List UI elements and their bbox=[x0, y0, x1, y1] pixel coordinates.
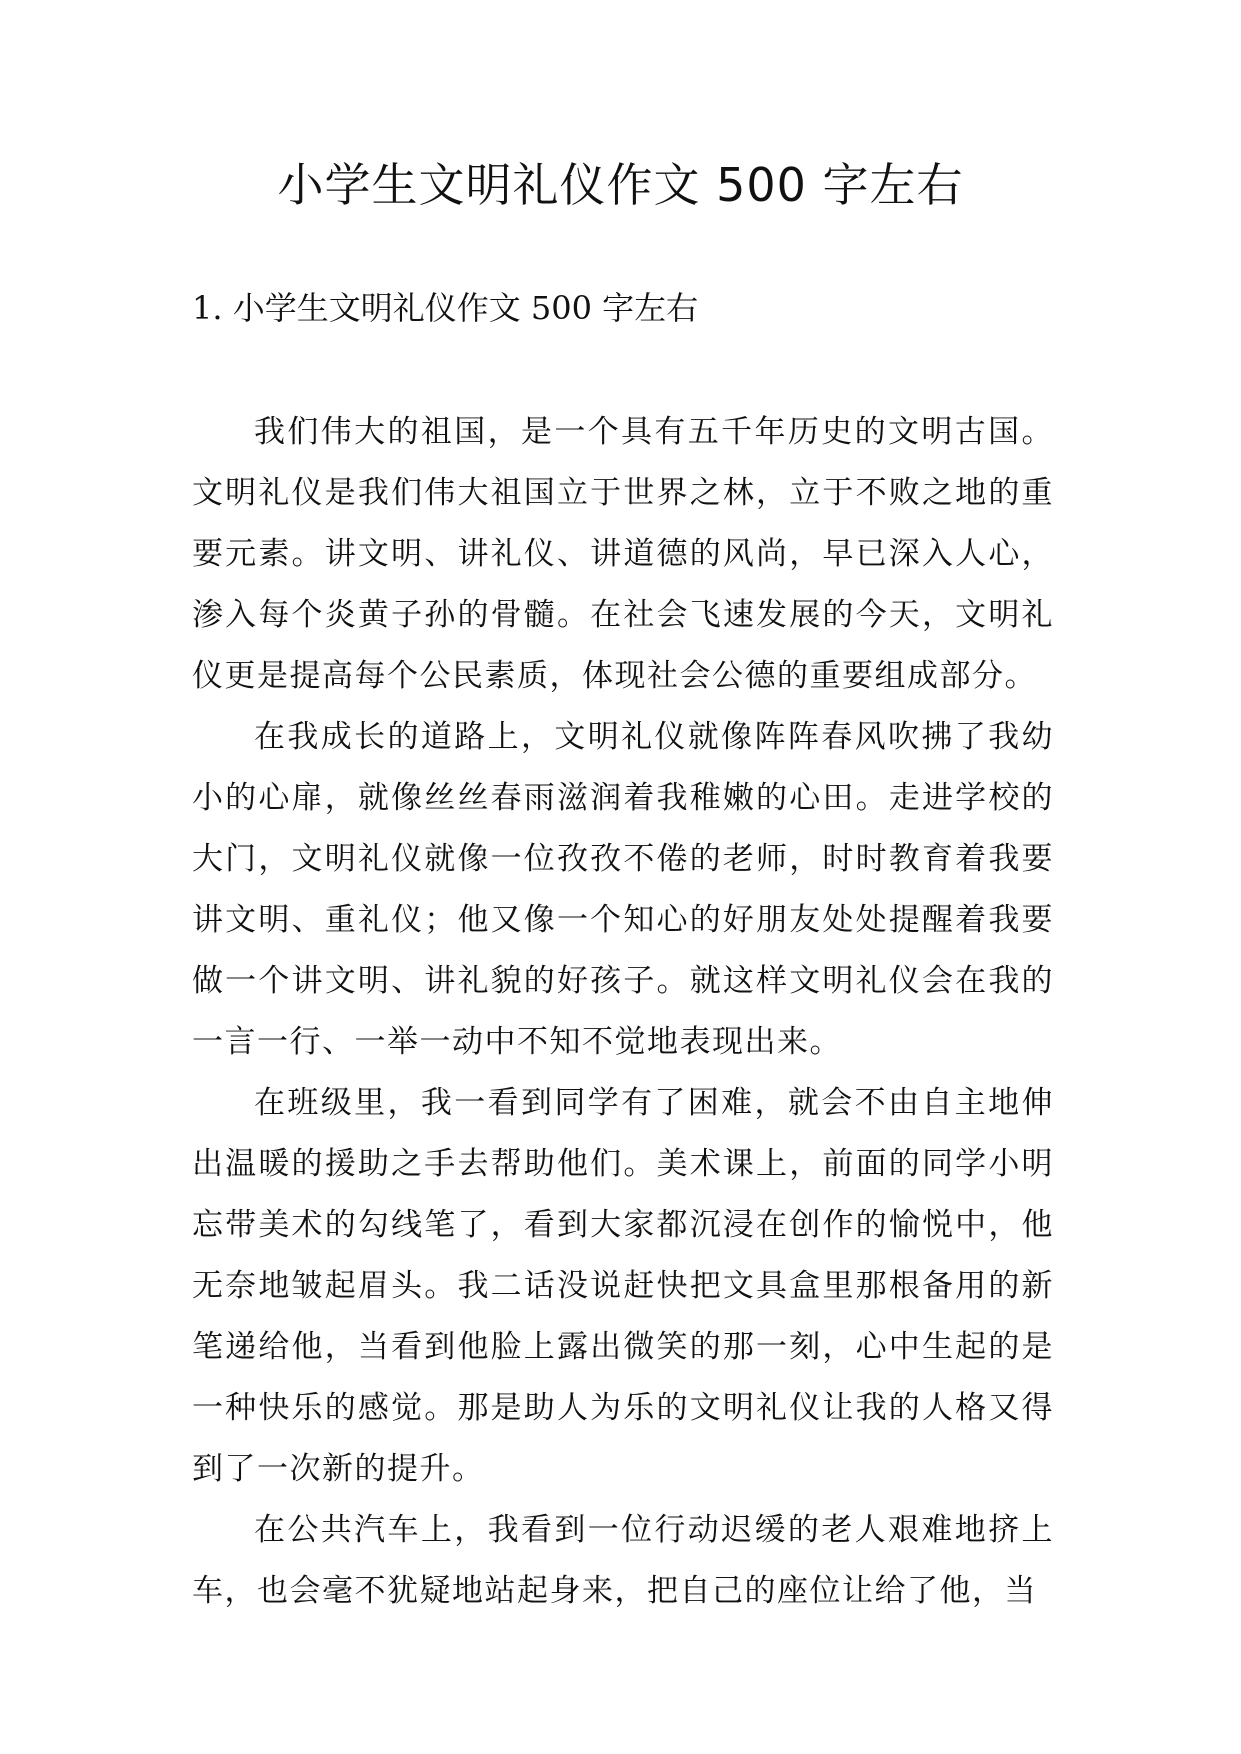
section-heading: 1. 小学生文明礼仪作文 500 字左右 bbox=[192, 289, 699, 327]
body-paragraph: 在公共汽车上，我看到一位行动迟缓的老人艰难地挤上车，也会毫不犹疑地站起身来，把自己的座位让给了他，当 bbox=[192, 1512, 1054, 1609]
body-paragraph: 在班级里，我一看到同学有了困难，就会不由自主地伸出温暖的援助之手去帮助他们。美术课上，前面的同学小明忘带美术的勾线笔了，看到大家都沉浸在创作的愉悦中，他无奈地皱起眉头。我二话没说赶快把文具盒里那根备用的新笔递给他，当看到他脸上露出微笑的那一刻，心中生起的是一种快乐的感觉。那是助人为乐的文明礼仪让我的人格又得到了一次新的提升。 bbox=[192, 1085, 1054, 1487]
document-title: 小学生文明礼仪作文 500 字左右 bbox=[277, 158, 964, 212]
body-paragraph: 我们伟大的祖国，是一个具有五千年历史的文明古国。文明礼仪是我们伟大祖国立于世界之林，立于不败之地的重要元素。讲文明、讲礼仪、讲道德的风尚，早已深入人心，渗入每个炎黄子孙的骨髓。在社会飞速发展的今天，文明礼仪更是提高每个公民素质，体现社会公德的重要组成部分。 bbox=[192, 414, 1054, 694]
body-paragraph: 在我成长的道路上，文明礼仪就像阵阵春风吹拂了我幼小的心扉，就像丝丝春雨滋润着我稚嫩的心田。走进学校的大门，文明礼仪就像一位孜孜不倦的老师，时时教育着我要讲文明、重礼仪；他又像一个知心的好朋友处处提醒着我要做一个讲文明、讲礼貌的好孩子。就这样文明礼仪会在我的一言一行、一举一动中不知不觉地表现出来。 bbox=[192, 719, 1054, 1060]
document-body bbox=[192, 402, 1054, 1622]
